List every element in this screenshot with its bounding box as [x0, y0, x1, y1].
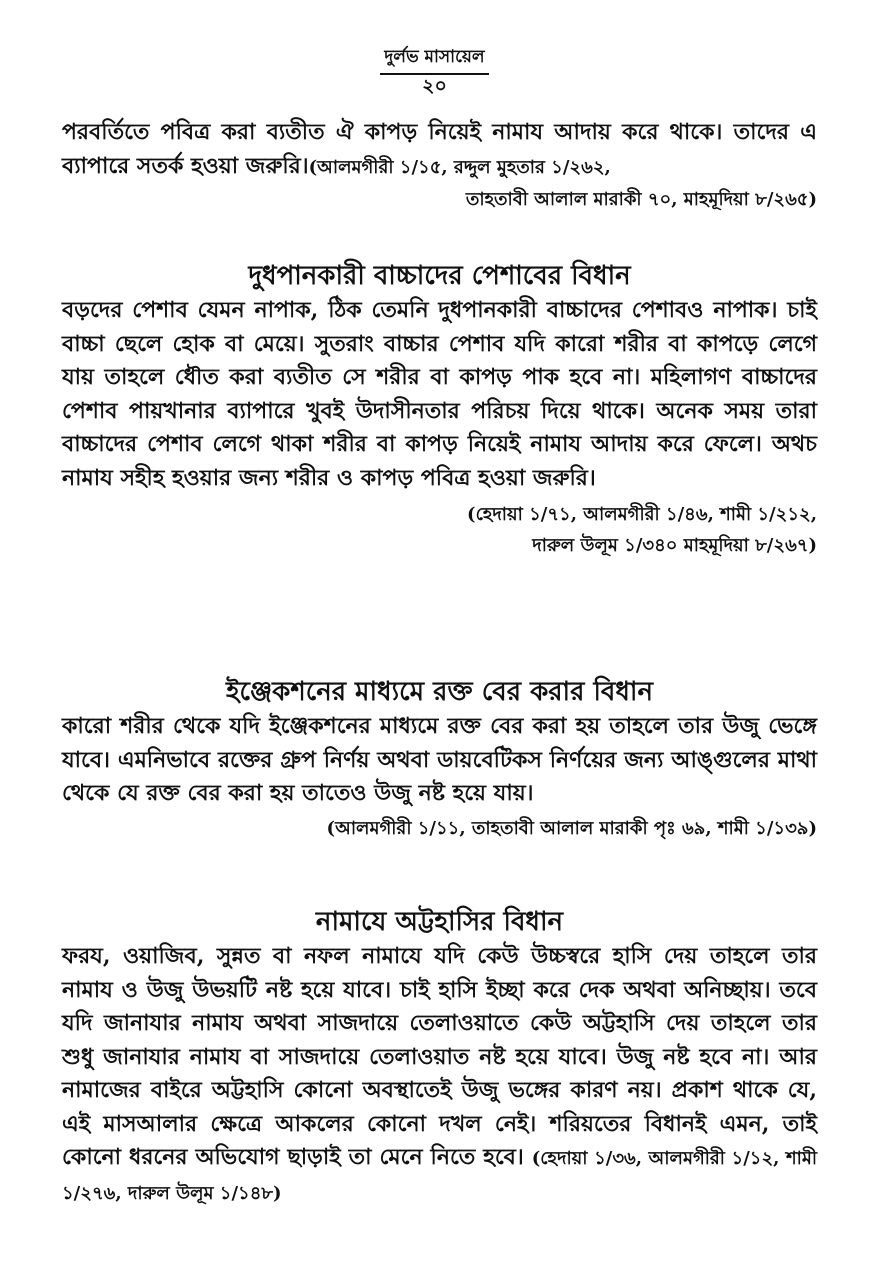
running-header: [0, 44, 869, 75]
section-reference-line1: (হেদায়া ১/৭১, আলমগীরী ১/৪৬, শামী ১/২১২,: [467, 504, 817, 525]
intro-reference-part2: তাহতাবী আলাল মারাকী ৭০, মাহমূদিয়া ৮/২৬৫): [465, 189, 817, 210]
intro-reference-part1: (আলমগীরী ১/১৫, রদ্দুল মুহতার ১/২৬২,: [308, 156, 611, 178]
section-paragraph: [62, 940, 817, 1210]
section-heading: দুধপানকারী বাচ্চাদের পেশাবের বিধান: [248, 261, 631, 291]
page-number: ২০: [422, 75, 447, 97]
section-heading: নামাযে অট্টহাসির বিধান: [315, 907, 564, 937]
section-reference-inline: (হেদায়া ১/৩৬, আলমগীরী ১/১২, শামী ১/২৭৬, দারুল উলূম ১/১৪৮): [62, 1148, 817, 1204]
section-paragraph: বড়দের পেশাব যেমন নাপাক, ঠিক তেমনি দুধপানকারী বাচ্চাদের পেশাবও নাপাক। চাই বাচ্চা ছেলে হোক বা মেয়ে। সুতরাং বাচ্চার পেশাব যদি কারো শরীর বা কাপড়ে লেগে যায় তাহলে ধৌত করা ব্যতীত সে শরীর বা কাপড় পাক হবে না। মহিলাগণ বাচ্চাদের পেশাব পায়খানার ব্যাপারে খুবই উদাসীনতার পরিচয় দিয়ে থাকে। অনেক সময় তারা বাচ্চাদের পেশাব লেগে থাকা শরীর বা কাপড় নিয়েই নামায আদায় করে ফেলে। অথচ নামায সহীহ হওয়ার জন্য শরীর ও কাপড় পবিত্র হওয়া জরুরি।: [62, 297, 817, 491]
section-paragraph: কারো শরীর থেকে যদি ইঞ্জেকশনের মাধ্যমে রক্ত বের করা হয় তাহলে তার উজু ভেঙ্গে যাবে। এমনিভাবে রক্তের গ্রুপ নির্ণয় অথবা ডায়বেটিকস নির্ণয়ের জন্য আঙ্গুলের মাথা থেকে যে রক্ত বের করা হয় তাতেও উজু নষ্ট হয়ে যায়।: [62, 713, 817, 806]
running-title: দুর্লভ মাসায়েল: [380, 44, 488, 75]
section-infant-urine: [62, 258, 817, 561]
section-paragraph-text: ফরয, ওয়াজিব, সুন্নত বা নফল নামাযে যদি কেউ উচ্চস্বরে হাসি দেয় তাহলে তার নামায ও উজু উভয়টি নষ্ট হয়ে যাবে। চাই হাসি ইচ্ছা করে দেক অথবা অনিচ্ছায়। তবে যদি জানাযার নামায অথবা সাজদায়ে তেলাওয়াতে কেউ অট্টহাসি দেয় তাহলে তার শুধু জানাযার নামায বা সাজদায়ে তেলাওয়াত নষ্ট হয়ে যাবে। উজু নষ্ট হবে না। আর নামাজের বাইরে অট্টহাসি কোনো অবস্থাতেই উজু ভঙ্গের কারণ নয়। প্রকাশ থাকে যে, এই মাসআলার ক্ষেত্রে আকলের কোনো দখল নেই। শরিয়তের বিধানই এমন, তাই কোনো ধরনের অভিযোগ ছাড়াই তা মেনে নিতে হবে।: [62, 943, 817, 1170]
section-reference-line2: দারুল উলূম ১/৩৪০ মাহমূদিয়া ৮/২৬৭): [532, 535, 817, 556]
intro-paragraph: [62, 116, 817, 184]
section-heading: ইঞ্জেকশনের মাধ্যমে রক্ত বের করার বিধান: [225, 677, 653, 707]
section-loud-laughter: [62, 904, 817, 1210]
intro-block: [62, 116, 817, 215]
intro-text: পরবর্তিতে পবিত্র করা ব্যতীত ঐ কাপড় নিয়েই নামায আদায় করে থাকে। তাদের এ ব্যাপারে সতর্ক হওয়া জরুরি।: [62, 119, 817, 179]
section-injection-blood: [62, 674, 817, 844]
section-reference-line1: (আলমগীরী ১/১১, তাহতাবী আলাল মারাকী পৃঃ ৬৯, শামী ১/১৩৯): [326, 817, 817, 839]
